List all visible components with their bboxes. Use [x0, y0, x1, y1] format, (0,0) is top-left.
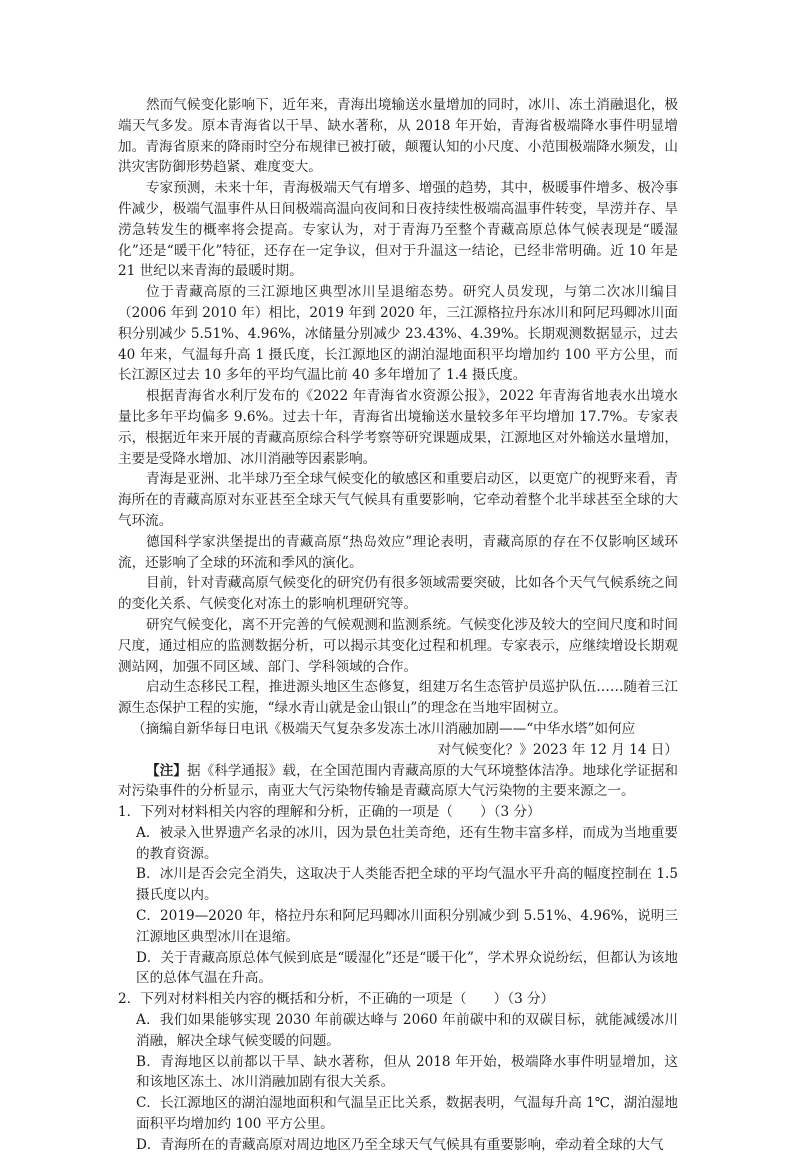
question-2-option-a: A．我们如果能够实现 2030 年前碳达峰与 2060 年前碳中和的双碳目标，就能减缓冰川消融，解决全球气候变暖的问题。	[136, 1012, 678, 1049]
document-page	[118, 95, 678, 1156]
editor-note	[118, 761, 678, 803]
question-2-option-d: D．青海所在的青藏高原对周边地区乃至全球天气气候具有重要影响，牵动着全球的大气	[136, 1136, 664, 1153]
question-1-option-c: C．2019—2020 年，格拉丹东和阿尼玛卿冰川面积分别减少到 5.51%、4.96%，说明三江源地区典型冰川在退缩。	[136, 908, 678, 945]
note-label: 【注】	[146, 762, 187, 779]
question-1-option-d: D．关于青藏高原总体气候到底是“暖湿化”还是“暖干化”，学术界众说纷纭，但都认为该地区的总体气温在升高。	[136, 949, 678, 987]
body-paragraph-6: 德国科学家洪堡提出的青藏高原“热岛效应”理论表明，青藏高原的存在不仅影响区域环流，还影响了全球的环流和季风的演化。	[118, 533, 678, 571]
body-paragraph-5: 青海是亚洲、北半球乃至全球气候变化的敏感区和重要启动区，以更宽广的视野来看，青海所在的青藏高原对东亚甚至全球天气气候具有重要影响，它牵动着整个北半球甚至全球的大气环流。	[118, 471, 678, 529]
question-1-stem: 1．下列对材料相关内容的理解和分析，正确的一项是（ ）（3 分）	[118, 804, 541, 821]
source-citation-line-2: 对气候变化？》2023 年 12 月 14 日）	[437, 741, 678, 758]
question-2-stem: 2．下列对材料相关内容的概括和分析，不正确的一项是（ ）（3 分）	[118, 991, 555, 1008]
body-paragraph-4: 根据青海省水利厅发布的《2022 年青海省水资源公报》，2022 年青海省地表水出境水量比多年平均偏多 9.6%。过去十年，青海省出境输送水量较多年平均增加 17.7%。专家表示，根据近年来开展的青藏高原综合科学考察等研究课题成果，江源地区对外输送水量增加，主要是受降水增加、冰川消融等因素影响。	[118, 388, 678, 467]
note-text: 据《科学通报》载，在全国范围内青藏高原的大气环境整体洁净。地球化学证据和对污染事件的分析显示，南亚大气污染物传输是青藏高原大气污染物的主要来源之一。	[118, 762, 679, 800]
body-paragraph-7: 目前，针对青藏高原气候变化的研究仍有很多领域需要突破，比如各个天气气候系统之间的变化关系、气候变化对冻土的影响机理研究等。	[118, 575, 678, 613]
question-2-option-b: B．青海地区以前都以干旱、缺水著称，但从 2018 年开始，极端降水事件明显增加，这和该地区冻土、冰川消融加剧有很大关系。	[136, 1053, 678, 1091]
question-1-option-a: A．被录入世界遗产名录的冰川，因为景色壮美奇绝，还有生物丰富多样，而成为当地重要的教育资源。	[136, 824, 678, 862]
body-paragraph-2: 专家预测，未来十年，青海极端天气有增多、增强的趋势，其中，极暖事件增多、极冷事件减少，极端气温事件从日间极端高温向夜间和日夜持续性极端高温事件转变，旱涝并存、旱涝急转发生的概率将会提高。专家认为，对于青海乃至整个青藏高原总体气候表现是“暖湿化”还是“暖干化”特征，还存在一定争议，但对于升温这一结论，已经非常明确。近 10 年是 21 世纪以来青海的最暖时期。	[118, 180, 678, 280]
source-citation-line-1: （摘编自新华每日电讯《极端天气复杂多发冻土冰川消融加剧——“中华水塔”如何应	[132, 720, 636, 737]
body-paragraph-3: 位于青藏高原的三江源地区典型冰川呈退缩态势。研究人员发现，与第二次冰川编目（2006 年到 2010 年）相比，2019 年到 2020 年，三江源格拉丹东冰川和阿尼玛卿冰川面积分别减少 5.51%、4.96%，冰储量分别减少 23.43%、4.39%。长期观测数据显示，过去 40 年来，气温每升高 1 摄氏度，长江源地区的湖泊湿地面积平均增加约 100 平方公里，而长江源区过去 10 多年的平均气温比前 40 多年增加了 1.4 摄氏度。	[118, 284, 678, 384]
body-paragraph-1: 然而气候变化影响下，近年来，青海出境输送水量增加的同时，冰川、冻土消融退化，极端天气多发。原本青海省以干旱、缺水著称，从 2018 年开始，青海省极端降水事件明显增加。青海省原来的降雨时空分布规律已被打破，颠覆认知的小尺度、小范围极端降水频发，山洪灾害防御形势趋紧、难度变大。	[118, 97, 678, 176]
question-1-option-b: B．冰川是否会完全消失，这取决于人类能否把全球的平均气温水平升高的幅度控制在 1.5 摄氏度以内。	[136, 866, 678, 904]
body-paragraph-8: 研究气候变化，离不开完善的气候观测和监测系统。气候变化涉及较大的空间尺度和时间尺度，通过相应的监测数据分析，可以揭示其变化过程和机理。专家表示，应继续增设长期观测站网，加强不同区域、部门、学科领域的合作。	[118, 616, 678, 675]
question-2-option-c: C．长江源地区的湖泊湿地面积和气温呈正比关系，数据表明，气温每升高 1℃，湖泊湿地面积平均增加约 100 平方公里。	[136, 1095, 678, 1133]
body-paragraph-9: 启动生态移民工程，推进源头地区生态修复，组建万名生态管护员巡护队伍……随着三江源生态保护工程的实施，“绿水青山就是金山银山”的理念在当地牢固树立。	[118, 679, 678, 717]
